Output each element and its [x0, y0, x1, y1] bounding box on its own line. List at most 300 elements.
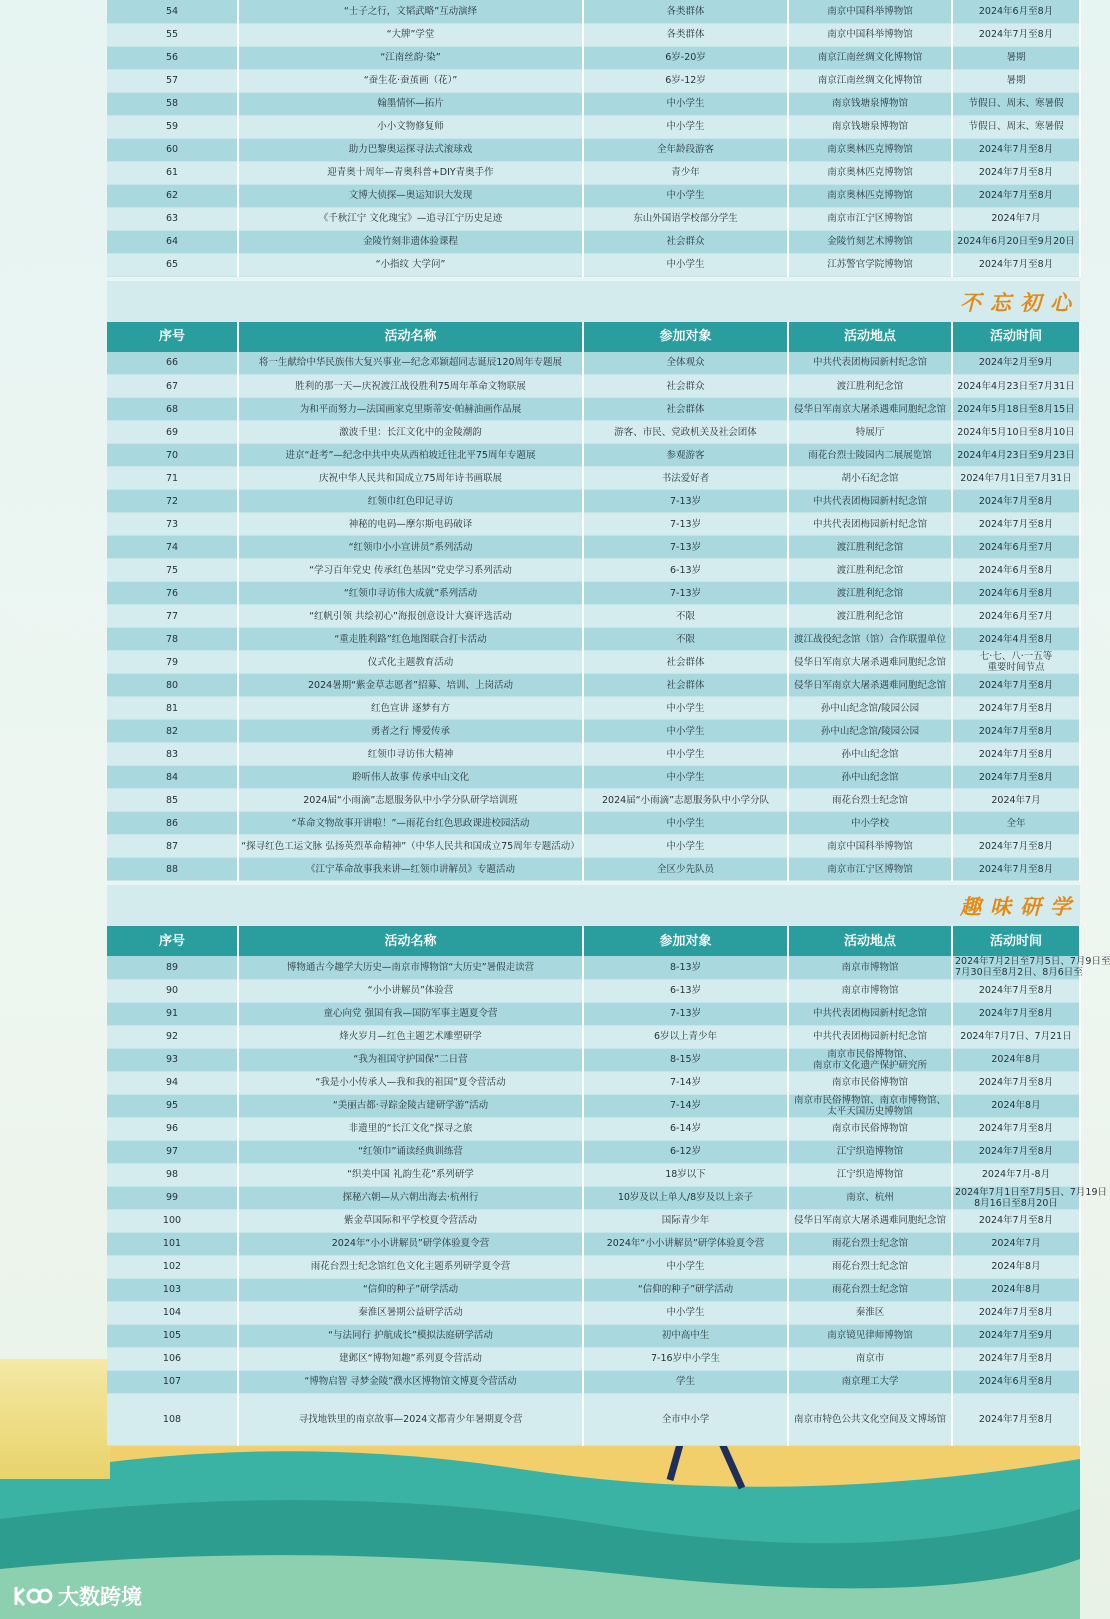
cell-activity-name: 文博大侦探—奥运知识大发现 [238, 184, 583, 207]
cell-participants: 不限 [583, 605, 788, 628]
cell-activity-name: “学习百年党史 传承红色基因”党史学习系列活动 [238, 559, 583, 582]
cell-time: 2024年8月 [952, 1255, 1080, 1278]
activity-sheet [107, 0, 1110, 1446]
cell-time: 2024年8月 [952, 1278, 1080, 1301]
cell-index: 72 [107, 490, 238, 513]
column-header-time: 活动时间 [952, 926, 1080, 956]
cell-time: 2024年6月至7月 [952, 605, 1080, 628]
cell-time: 2024年7月-8月 [952, 1163, 1080, 1186]
cell-activity-name: 红色宣讲 逐梦有方 [238, 697, 583, 720]
cell-time: 2024年7月 [952, 789, 1080, 812]
column-header-activity: 活动名称 [238, 322, 583, 352]
cell-activity-name: “与法同行 护航成长”模拟法庭研学活动 [238, 1324, 583, 1347]
cell-location: 金陵竹刻艺术博物馆 [788, 230, 952, 253]
cell-index: 59 [107, 115, 238, 138]
cell-location: 孙中山纪念馆/陵园公园 [788, 697, 952, 720]
cell-location: 中小学校 [788, 812, 952, 835]
cell-location: 南京市江宁区博物馆 [788, 858, 952, 881]
cell-time: 2024年7月至8月 [952, 490, 1080, 513]
cell-time: 2024年7月至8月 [952, 513, 1080, 536]
cell-activity-name: “红领巾小小宣讲员”系列活动 [238, 536, 583, 559]
cell-participants: 中小学生 [583, 253, 788, 276]
cell-activity-name: 雨花台烈士纪念馆红色文化主题系列研学夏令营 [238, 1255, 583, 1278]
cell-participants: 6-13岁 [583, 559, 788, 582]
cell-participants: 7-13岁 [583, 490, 788, 513]
cell-index: 101 [107, 1232, 238, 1255]
table-row [107, 1117, 1080, 1140]
cell-index: 66 [107, 352, 238, 375]
cell-participants: 社会群体 [583, 398, 788, 421]
cell-location: 南京理工大学 [788, 1370, 952, 1393]
table-row [107, 628, 1080, 651]
cell-activity-name: 《江宁革命故事我来讲—红领巾讲解员》专题活动 [238, 858, 583, 881]
cell-time: 2024年7月至8月 [952, 253, 1080, 276]
column-header-index: 序号 [107, 926, 238, 956]
cell-time: 2024年7月至8月 [952, 138, 1080, 161]
cell-activity-name: “我为祖国守护国保”二日营 [238, 1048, 583, 1071]
cell-participants: 全体观众 [583, 352, 788, 375]
cell-index: 84 [107, 766, 238, 789]
cell-location: 雨花台烈士陵园内二展展览馆 [788, 444, 952, 467]
section-title-buwangchuxin: 不忘初心 [960, 289, 1080, 315]
table-row [107, 559, 1080, 582]
cell-participants: 6-14岁 [583, 1117, 788, 1140]
cell-time: 2024年6月20日至9月20日 [952, 230, 1080, 253]
table-row [107, 1255, 1080, 1278]
table-row [107, 1209, 1080, 1232]
cell-time: 2024年7月 [952, 207, 1080, 230]
cell-location: 孙中山纪念馆 [788, 743, 952, 766]
cell-index: 64 [107, 230, 238, 253]
table-row [107, 789, 1080, 812]
cell-location: 南京镜见律师博物馆 [788, 1324, 952, 1347]
cell-location: 渡江胜利纪念馆 [788, 605, 952, 628]
cell-location: 雨花台烈士纪念馆 [788, 1232, 952, 1255]
cell-activity-name: 紫金草国际和平学校夏令营活动 [238, 1209, 583, 1232]
cell-participants: 中小学生 [583, 697, 788, 720]
cell-index: 92 [107, 1025, 238, 1048]
cell-participants: 不限 [583, 628, 788, 651]
cell-location: 中共代表团梅园新村纪念馆 [788, 490, 952, 513]
cell-participants: 7-16岁中小学生 [583, 1347, 788, 1370]
cell-index: 60 [107, 138, 238, 161]
cell-time: 2024年6月至8月 [952, 582, 1080, 605]
cell-index: 63 [107, 207, 238, 230]
cell-time: 2024年6月至7月 [952, 536, 1080, 559]
cell-index: 57 [107, 69, 238, 92]
cell-activity-name: 金陵竹刻非遗体验课程 [238, 230, 583, 253]
table-row [107, 697, 1080, 720]
cell-location: 雨花台烈士纪念馆 [788, 1255, 952, 1278]
cell-index: 54 [107, 0, 238, 23]
cell-location: 南京钱塘泉博物馆 [788, 115, 952, 138]
table-row [107, 1232, 1080, 1255]
cell-location: 南京中国科举博物馆 [788, 835, 952, 858]
cell-participants: 2024年“小小讲解员”研学体验夏令营 [583, 1232, 788, 1255]
cell-time: 2024年6月至8月 [952, 1370, 1080, 1393]
cell-time: 2024年7月至8月 [952, 1393, 1080, 1445]
cell-index: 74 [107, 536, 238, 559]
cell-participants: 中小学生 [583, 115, 788, 138]
cell-participants: 中小学生 [583, 92, 788, 115]
table-row [107, 720, 1080, 743]
cell-index: 107 [107, 1370, 238, 1393]
cell-activity-name: 聆听伟人故事 传承中山文化 [238, 766, 583, 789]
cell-participants: 全市中小学 [583, 1393, 788, 1445]
cell-time: 2024年7月至8月 [952, 858, 1080, 881]
cell-index: 65 [107, 253, 238, 276]
cell-time: 暑期 [952, 46, 1080, 69]
cell-location: 孙中山纪念馆/陵园公园 [788, 720, 952, 743]
cell-activity-name: “士子之行，文韬武略”互动演绎 [238, 0, 583, 23]
cell-activity-name: 迎青奥十周年—青奥科普+DIY青奥手作 [238, 161, 583, 184]
table-row [107, 467, 1080, 490]
cell-index: 106 [107, 1347, 238, 1370]
cell-activity-name: 庆祝中华人民共和国成立75周年诗书画联展 [238, 467, 583, 490]
cell-time: 2024年7月2日至7月5日、7月9日至 7月30日至8月2日、8月6日至 [952, 956, 1080, 979]
cell-location: 南京钱塘泉博物馆 [788, 92, 952, 115]
cell-activity-name: 为和平而努力—法国画家克里斯蒂安·帕赫油画作品展 [238, 398, 583, 421]
cell-activity-name: “红帆引领 共绘初心”海报创意设计大赛评选活动 [238, 605, 583, 628]
cell-location: 侵华日军南京大屠杀遇难同胞纪念馆 [788, 674, 952, 697]
cell-activity-name: 2024年“小小讲解员”研学体验夏令营 [238, 1232, 583, 1255]
cell-activity-name: “蚕生花·蚕茧画（花）” [238, 69, 583, 92]
cell-index: 95 [107, 1094, 238, 1117]
cell-location: 南京奥林匹克博物馆 [788, 184, 952, 207]
column-header-activity: 活动名称 [238, 926, 583, 956]
cell-activity-name: 勇者之行 博爱传承 [238, 720, 583, 743]
cell-location: 南京市江宁区博物馆 [788, 207, 952, 230]
column-header-time: 活动时间 [952, 322, 1080, 352]
cell-index: 79 [107, 651, 238, 674]
cell-participants: 中小学生 [583, 1255, 788, 1278]
cell-activity-name: 博物通古今趣学大历史—南京市博物馆“大历史”暑假走读营 [238, 956, 583, 979]
table-row [107, 253, 1080, 276]
table-row [107, 490, 1080, 513]
table-row [107, 513, 1080, 536]
column-header-location: 活动地点 [788, 926, 952, 956]
cell-time: 2024年7月至8月 [952, 743, 1080, 766]
cell-activity-name: “大牌”学堂 [238, 23, 583, 46]
cell-location: 雨花台烈士纪念馆 [788, 1278, 952, 1301]
table-row [107, 835, 1080, 858]
cell-activity-name: “信仰的种子”研学活动 [238, 1278, 583, 1301]
cell-time: 节假日、周末、寒暑假 [952, 92, 1080, 115]
cell-time: 2024年2月至9月 [952, 352, 1080, 375]
table-row [107, 1186, 1080, 1209]
cell-participants: 7-14岁 [583, 1071, 788, 1094]
cell-index: 62 [107, 184, 238, 207]
table-row [107, 1278, 1080, 1301]
table-row [107, 1002, 1080, 1025]
table-row [107, 352, 1080, 375]
cell-location: 南京市民俗博物馆、 南京市文化遗产保护研究所 [788, 1048, 952, 1071]
cell-location: 南京江南丝绸文化博物馆 [788, 46, 952, 69]
cell-time: 2024年8月 [952, 1048, 1080, 1071]
cell-index: 90 [107, 979, 238, 1002]
cell-time: 2024年7月7日、7月21日 [952, 1025, 1080, 1048]
cell-participants: 6-13岁 [583, 979, 788, 1002]
table-row [107, 651, 1080, 674]
cell-location: 中共代表团梅园新村纪念馆 [788, 1025, 952, 1048]
table-row [107, 1301, 1080, 1324]
cell-participants: 8-13岁 [583, 956, 788, 979]
cell-participants: 书法爱好者 [583, 467, 788, 490]
cell-index: 103 [107, 1278, 238, 1301]
cell-activity-name: “红领巾”诵读经典训练营 [238, 1140, 583, 1163]
cell-index: 85 [107, 789, 238, 812]
cell-activity-name: “江南丝韵·染” [238, 46, 583, 69]
table-row [107, 743, 1080, 766]
cell-participants: 6岁-20岁 [583, 46, 788, 69]
activity-table-part3 [107, 926, 1110, 1446]
cell-time: 2024年7月至8月 [952, 1071, 1080, 1094]
table-row [107, 1048, 1080, 1071]
cell-activity-name: 非遗里的“长江文化”探寻之旅 [238, 1117, 583, 1140]
watermark [12, 1581, 142, 1611]
cell-location: 南京市民俗博物馆 [788, 1117, 952, 1140]
section-band [107, 885, 1080, 926]
cell-time: 七·七、八·一五等 重要时间节点 [952, 651, 1080, 674]
cell-index: 70 [107, 444, 238, 467]
cell-activity-name: 将一生献给中华民族伟大复兴事业—纪念邓颖超同志诞辰120周年专题展 [238, 352, 583, 375]
cell-participants: 参观游客 [583, 444, 788, 467]
cell-activity-name: “重走胜利路”红色地图联合打卡活动 [238, 628, 583, 651]
cell-location: 南京中国科举博物馆 [788, 23, 952, 46]
table-row [107, 979, 1080, 1002]
cell-index: 86 [107, 812, 238, 835]
cell-participants: “信仰的种子”研学活动 [583, 1278, 788, 1301]
table-row [107, 605, 1080, 628]
cell-participants: 中小学生 [583, 720, 788, 743]
cell-index: 77 [107, 605, 238, 628]
cell-location: 南京江南丝绸文化博物馆 [788, 69, 952, 92]
cell-participants: 7-13岁 [583, 582, 788, 605]
cell-activity-name: “革命文物故事开讲啦！”—雨花台红色思政课进校园活动 [238, 812, 583, 835]
table-row [107, 46, 1080, 69]
cell-index: 78 [107, 628, 238, 651]
table-row [107, 421, 1080, 444]
cell-activity-name: “红领巾寻访伟大成就”系列活动 [238, 582, 583, 605]
cell-location: 南京奥林匹克博物馆 [788, 138, 952, 161]
column-header-index: 序号 [107, 322, 238, 352]
table-row [107, 115, 1080, 138]
cell-time: 2024年4月23日至9月23日 [952, 444, 1080, 467]
table-row [107, 956, 1080, 979]
table-row [107, 375, 1080, 398]
cell-location: 南京市博物馆 [788, 979, 952, 1002]
cell-participants: 各类群体 [583, 0, 788, 23]
cell-index: 61 [107, 161, 238, 184]
cell-participants: 7-13岁 [583, 1002, 788, 1025]
watermark-text: 大数跨境 [58, 1585, 142, 1609]
cell-location: 侵华日军南京大屠杀遇难同胞纪念馆 [788, 1209, 952, 1232]
cell-participants: 7-13岁 [583, 513, 788, 536]
cell-index: 94 [107, 1071, 238, 1094]
cell-index: 96 [107, 1117, 238, 1140]
cell-location: 渡江胜利纪念馆 [788, 582, 952, 605]
table-row [107, 1393, 1080, 1445]
cell-time: 2024年7月至8月 [952, 674, 1080, 697]
table-row [107, 23, 1080, 46]
cell-index: 56 [107, 46, 238, 69]
cell-time: 2024年4月至8月 [952, 628, 1080, 651]
table-row [107, 161, 1080, 184]
cell-participants: 学生 [583, 1370, 788, 1393]
cell-activity-name: 秦淮区暑期公益研学活动 [238, 1301, 583, 1324]
cell-participants: 6岁以上青少年 [583, 1025, 788, 1048]
cell-activity-name: “我是小小传承人—我和我的祖国”夏令营活动 [238, 1071, 583, 1094]
cell-location: 中共代表团梅园新村纪念馆 [788, 1002, 952, 1025]
cell-location: 南京中国科举博物馆 [788, 0, 952, 23]
cell-time: 全年 [952, 812, 1080, 835]
cell-activity-name: 探秘六朝—从六朝出海去·杭州行 [238, 1186, 583, 1209]
cell-participants: 社会群众 [583, 230, 788, 253]
cell-activity-name: 红领巾红色印记寻访 [238, 490, 583, 513]
cell-participants: 国际青少年 [583, 1209, 788, 1232]
table-row [107, 1163, 1080, 1186]
cell-index: 102 [107, 1255, 238, 1278]
table-row [107, 1094, 1080, 1117]
cell-location: 南京市民俗博物馆、南京市博物馆、 太平天国历史博物馆 [788, 1094, 952, 1117]
cell-time: 2024年7月 [952, 1232, 1080, 1255]
cell-index: 82 [107, 720, 238, 743]
cell-location: 南京、杭州 [788, 1186, 952, 1209]
cell-activity-name: 红领巾寻访伟大精神 [238, 743, 583, 766]
cell-location: 侵华日军南京大屠杀遇难同胞纪念馆 [788, 398, 952, 421]
cell-index: 87 [107, 835, 238, 858]
cell-activity-name: 助力巴黎奥运探寻法式滚球戏 [238, 138, 583, 161]
cell-index: 81 [107, 697, 238, 720]
cell-activity-name: 2024暑期“紫金草志愿者”招募、培训、上岗活动 [238, 674, 583, 697]
activity-table-part2 [107, 322, 1081, 882]
cell-index: 97 [107, 1140, 238, 1163]
cell-participants: 7-14岁 [583, 1094, 788, 1117]
cell-time: 2024年7月至9月 [952, 1324, 1080, 1347]
section-title-quweiyanxue: 趣味研学 [960, 894, 1080, 919]
table-row [107, 582, 1080, 605]
cell-time: 2024年7月至8月 [952, 1002, 1080, 1025]
table-row [107, 1324, 1080, 1347]
cell-index: 108 [107, 1393, 238, 1445]
cell-index: 105 [107, 1324, 238, 1347]
column-header-participants: 参加对象 [583, 926, 788, 956]
city-wall-decoration [0, 1359, 110, 1479]
cell-activity-name: “博物启智 寻梦金陵”濮水区博物馆文博夏令营活动 [238, 1370, 583, 1393]
cell-location: 胡小石纪念馆 [788, 467, 952, 490]
table-row [107, 858, 1080, 881]
cell-time: 2024年7月至8月 [952, 1301, 1080, 1324]
cell-index: 73 [107, 513, 238, 536]
cell-activity-name: 激波千里：长江文化中的金陵潮韵 [238, 421, 583, 444]
cell-participants: 社会群众 [583, 375, 788, 398]
cell-time: 2024年7月至8月 [952, 23, 1080, 46]
table-row [107, 674, 1080, 697]
activity-table-part1 [107, 0, 1081, 277]
cell-time: 2024年8月 [952, 1094, 1080, 1117]
cell-location: 南京奥林匹克博物馆 [788, 161, 952, 184]
cell-participants: 中小学生 [583, 766, 788, 789]
cell-time: 节假日、周末、寒暑假 [952, 115, 1080, 138]
cell-time: 暑期 [952, 69, 1080, 92]
cell-location: 侵华日军南京大屠杀遇难同胞纪念馆 [788, 651, 952, 674]
table-row [107, 812, 1080, 835]
cell-time: 2024年7月至8月 [952, 720, 1080, 743]
cell-participants: 社会群体 [583, 674, 788, 697]
cell-index: 75 [107, 559, 238, 582]
cell-index: 68 [107, 398, 238, 421]
table-row [107, 207, 1080, 230]
cell-participants: 全年龄段游客 [583, 138, 788, 161]
cell-time: 2024年7月1日至7月31日 [952, 467, 1080, 490]
cell-location: 江苏警官学院博物馆 [788, 253, 952, 276]
table-row [107, 398, 1080, 421]
cell-time: 2024年7月1日至7月5日、7月19日 8月16日至8月20日 [952, 1186, 1080, 1209]
cell-participants: 中小学生 [583, 812, 788, 835]
cell-time: 2024年7月至8月 [952, 979, 1080, 1002]
cell-time: 2024年7月至8月 [952, 835, 1080, 858]
cell-activity-name: 寻找地铁里的南京故事—2024文都青少年暑期夏令营 [238, 1393, 583, 1445]
cell-activity-name: 进京“赶考”—纪念中共中央从西柏坡迁往北平75周年专题展 [238, 444, 583, 467]
cell-index: 91 [107, 1002, 238, 1025]
brand-logo-icon [12, 1583, 52, 1609]
cell-index: 100 [107, 1209, 238, 1232]
cell-participants: 中小学生 [583, 835, 788, 858]
cell-participants: 青少年 [583, 161, 788, 184]
cell-location: 中共代表团梅园新村纪念馆 [788, 513, 952, 536]
cell-participants: 游客、市民、党政机关及社会团体 [583, 421, 788, 444]
table-row [107, 444, 1080, 467]
cell-index: 76 [107, 582, 238, 605]
cell-index: 99 [107, 1186, 238, 1209]
table-header-row [107, 322, 1080, 352]
cell-index: 69 [107, 421, 238, 444]
table-header-row [107, 926, 1080, 956]
cell-time: 2024年4月23日至7月31日 [952, 375, 1080, 398]
table-row [107, 184, 1080, 207]
cell-location: 南京市 [788, 1347, 952, 1370]
cell-index: 98 [107, 1163, 238, 1186]
cell-activity-name: 烽火岁月—红色主题艺术雕塑研学 [238, 1025, 583, 1048]
cell-participants: 2024届“小雨滴”志愿服务队中小学分队 [583, 789, 788, 812]
table-row [107, 0, 1080, 23]
table-row [107, 1370, 1080, 1393]
cell-time: 2024年5月18日至8月15日 [952, 398, 1080, 421]
cell-time: 2024年7月至8月 [952, 161, 1080, 184]
cell-time: 2024年5月10日至8月10日 [952, 421, 1080, 444]
cell-participants: 8-15岁 [583, 1048, 788, 1071]
cell-index: 89 [107, 956, 238, 979]
cell-participants: 6岁-12岁 [583, 69, 788, 92]
cell-index: 58 [107, 92, 238, 115]
section-band [107, 281, 1080, 322]
cell-index: 80 [107, 674, 238, 697]
cell-participants: 全区少先队员 [583, 858, 788, 881]
cell-time: 2024年6月至8月 [952, 0, 1080, 23]
cell-time: 2024年7月至8月 [952, 1117, 1080, 1140]
cell-activity-name: 胜利的那一天—庆祝渡江战役胜利75周年革命文物联展 [238, 375, 583, 398]
cell-index: 67 [107, 375, 238, 398]
cell-time: 2024年6月至8月 [952, 559, 1080, 582]
cell-location: 特展厅 [788, 421, 952, 444]
cell-participants: 10岁及以上单人/8岁及以上亲子 [583, 1186, 788, 1209]
table-row [107, 1347, 1080, 1370]
cell-location: 中共代表团梅园新村纪念馆 [788, 352, 952, 375]
cell-activity-name: 翰墨情怀—拓片 [238, 92, 583, 115]
cell-location: 雨花台烈士纪念馆 [788, 789, 952, 812]
cell-participants: 中小学生 [583, 184, 788, 207]
cell-index: 93 [107, 1048, 238, 1071]
